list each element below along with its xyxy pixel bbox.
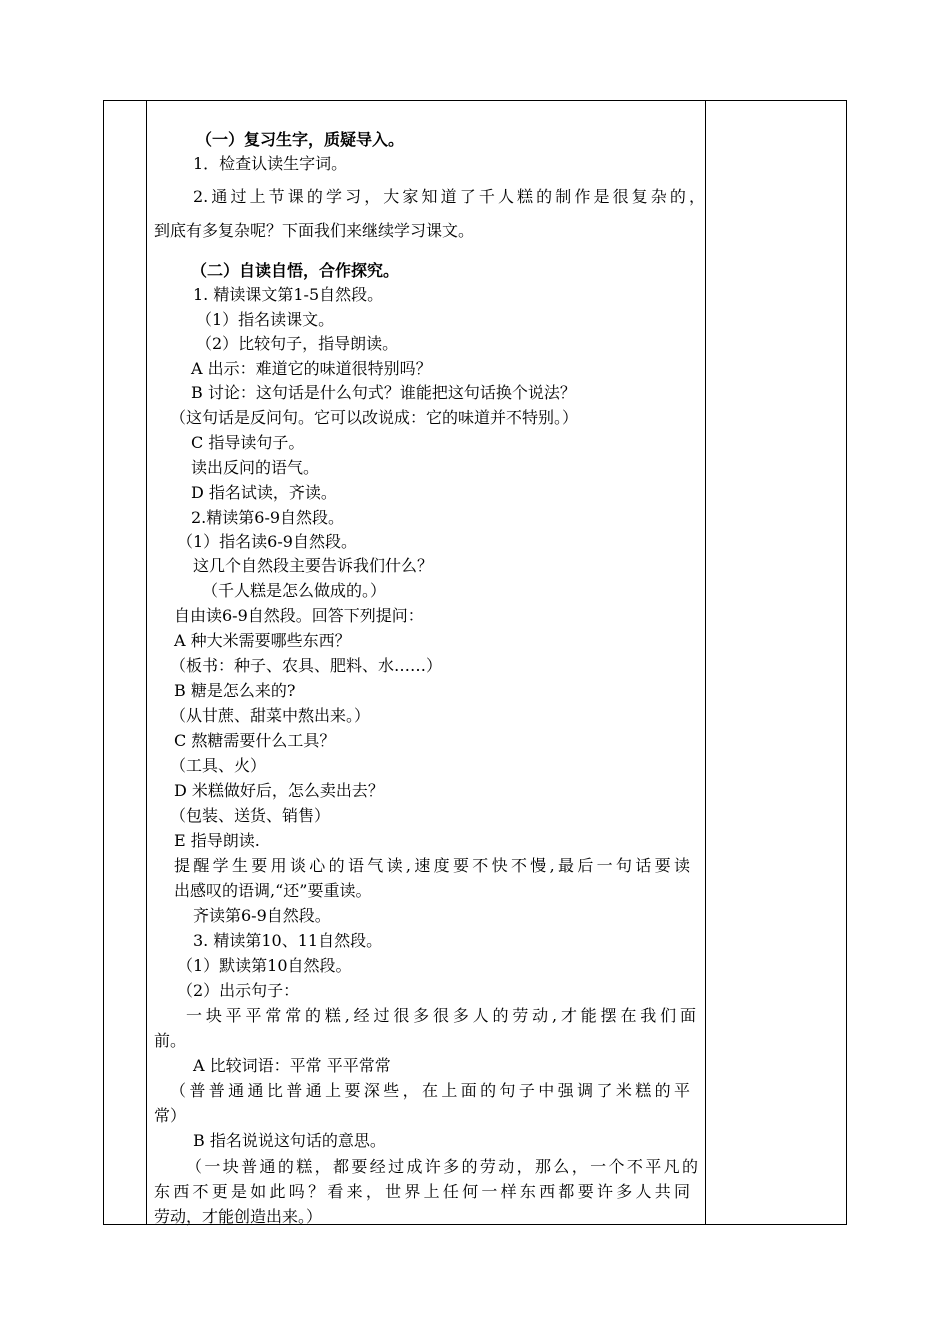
- text-line: 读出反问的语气。: [191, 458, 320, 477]
- text-line: （板书：种子、农具、肥料、水……）: [170, 656, 443, 675]
- text-line: D 指名试读，齐读。: [191, 483, 337, 502]
- text-line: 1. 精读课文第1-5自然段。: [193, 285, 384, 304]
- text-line: （1）指名读6-9自然段。: [177, 532, 357, 551]
- column-divider-left: [146, 100, 147, 1225]
- text-line: 1．检查认读生字词。: [193, 154, 348, 173]
- text-line: D 米糕做好后，怎么卖出去？: [174, 781, 384, 800]
- text-line: 劳动，才能创造出来。）: [154, 1207, 323, 1226]
- text-line: 出感叹的语调,“还”要重读。: [174, 881, 372, 900]
- text-line: 东西不更是如此吗？看来，世界上任何一样东西都要许多人共同: [154, 1182, 690, 1201]
- text-line: （2）出示句子：: [177, 981, 300, 1000]
- text-line: 这几个自然段主要告诉我们什么？: [193, 556, 434, 575]
- text-line: A 种大米需要哪些东西？: [174, 631, 351, 650]
- text-line: 前。: [154, 1031, 187, 1050]
- text-line: 自由读6-9自然段。回答下列提问：: [174, 606, 424, 625]
- text-line: （千人糕是怎么做成的。）: [202, 581, 387, 600]
- text-line: （1）指名读课文。: [196, 310, 335, 329]
- text-line: 提醒学生要用谈心的语气读,速度要不快不慢,最后一句话要读: [174, 856, 690, 875]
- text-line: B 糖是怎么来的?: [174, 681, 296, 700]
- text-line: A 比较词语：平常 平平常常: [193, 1056, 391, 1075]
- text-line: B 指名说说这句话的意思。: [193, 1131, 386, 1150]
- text-line: 3. 精读第10、11自然段。: [193, 931, 383, 950]
- text-line: 常）: [154, 1106, 187, 1125]
- text-line: 齐读第6-9自然段。: [193, 906, 331, 925]
- text-line: （普普通通比普通上要深些，在上面的句子中强调了米糕的平: [170, 1081, 690, 1100]
- text-line: A 出示：难道它的味道很特别吗？: [191, 359, 432, 378]
- text-line: （从甘蔗、甜菜中熬出来。）: [170, 706, 371, 725]
- text-line: C 熬糖需要什么工具？: [174, 731, 336, 750]
- text-line: （工具、火）: [170, 756, 267, 775]
- text-line: （包装、送货、销售）: [170, 806, 331, 825]
- text-line: （1）默读第10自然段。: [177, 956, 352, 975]
- text-line: E 指导朗读.: [174, 831, 260, 850]
- text-line: B 讨论：这句话是什么句式？谁能把这句话换个说法？: [191, 383, 576, 402]
- section-heading-review: （一）复习生字，质疑导入。: [196, 130, 405, 149]
- text-line: C 指导读句子。: [191, 433, 305, 452]
- text-line: 2.通过上节课的学习，大家知道了千人糕的制作是很复杂的，: [193, 187, 705, 206]
- text-line: （这句话是反问句。它可以改说成：它的味道并不特别。）: [170, 408, 579, 427]
- text-line: （一块普通的糕，都要经过成许多的劳动，那么，一个不平凡的: [186, 1157, 698, 1176]
- text-line: 2.精读第6-9自然段。: [191, 508, 345, 527]
- text-line: 一块平平常常的糕,经过很多很多人的劳动,才能摆在我们面: [186, 1006, 696, 1025]
- text-line: 到底有多复杂呢？下面我们来继续学习课文。: [154, 221, 475, 240]
- text-line: （2）比较句子，指导朗读。: [196, 334, 399, 353]
- column-divider-right: [705, 100, 706, 1225]
- section-heading-self-study: （二）自读自悟，合作探究。: [191, 261, 400, 280]
